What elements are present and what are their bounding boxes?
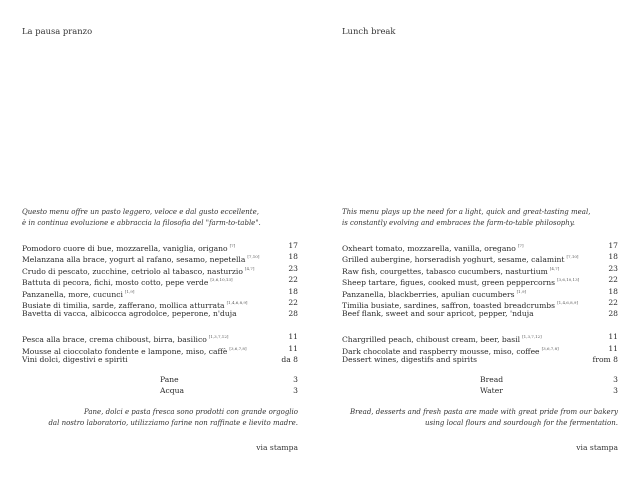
side-items — [480, 374, 618, 397]
menu-item — [22, 286, 298, 297]
allergen-refs: [3,6,10,13] — [210, 277, 233, 283]
intro-text — [22, 207, 302, 229]
intro-line: è in continua evoluzione e abbraccia la filosofia del "farm-to-table". — [22, 219, 261, 227]
allergen-refs: [3,6,7,8] — [229, 345, 247, 351]
side-item — [160, 385, 298, 396]
menu-item — [342, 308, 618, 319]
menu-item — [22, 240, 298, 251]
allergen-refs: [1,4,6,8,9] — [557, 299, 579, 305]
item-price: 18 — [608, 286, 618, 296]
item-name: Beef flank, sweet and sour apricot, pepper, 'nduja — [342, 309, 534, 319]
menu-item — [342, 240, 618, 251]
item-price: 11 — [288, 343, 298, 353]
item-name: Mousse al cioccolato fondente e lampone, miso, caffè — [22, 346, 228, 356]
allergen-refs: [7,10] — [566, 254, 579, 260]
menu-items — [22, 240, 298, 365]
allergen-refs: [1,3,7,12] — [208, 334, 229, 340]
item-price: 18 — [608, 252, 618, 262]
intro-text — [342, 207, 622, 229]
item-name: Oxheart tomato, mozzarella, vanilla, oregano — [342, 244, 516, 253]
item-name: Grilled aubergine, horseradish yoghurt, sesame, calamint — [342, 255, 565, 265]
allergen-refs: [4,7] — [244, 265, 255, 271]
bakery-note — [22, 407, 298, 429]
item-name: Panzanella, more, cucunci — [22, 289, 123, 299]
menu-item — [22, 308, 298, 319]
allergen-refs: [7] — [517, 243, 524, 248]
item-price: 28 — [608, 309, 618, 319]
item-name: Bread — [480, 375, 504, 384]
page-title: Lunch break — [342, 26, 396, 36]
menu-item — [22, 274, 298, 288]
item-price: 11 — [608, 332, 618, 342]
side-item — [480, 374, 618, 385]
item-name: Pomodoro cuore di bue, mozzarella, vaniglia, origano — [22, 244, 228, 253]
item-price: 22 — [288, 275, 298, 285]
allergen-refs: [1,9] — [124, 288, 135, 294]
item-price: da 8 — [281, 354, 298, 364]
note-line: dal nostro laboratorio, utilizziamo farine non raffinate e lievito madre. — [48, 419, 298, 427]
item-name: Raw fish, courgettes, tabasco cucumbers, nasturtium — [342, 266, 548, 276]
dessert-item — [22, 343, 298, 354]
item-price: 11 — [288, 332, 298, 342]
intro-line: is constantly evolving and embraces the farm-to-table philosophy. — [342, 219, 576, 227]
item-price: 17 — [288, 241, 298, 250]
item-name: Dessert wines, digestifs and spirits — [342, 354, 478, 364]
item-name: Pane — [160, 375, 179, 384]
note-line: Pane, dolci e pasta fresca sono prodotti con grande orgoglio — [83, 408, 298, 416]
allergen-refs: [1,4,6,8,9] — [226, 299, 248, 305]
allergen-refs: [7,10] — [247, 254, 260, 260]
address: via stampa — [256, 443, 298, 452]
item-name: Melanzana alla brace, yogurt al rafano, sesamo, nepetella — [22, 255, 246, 265]
menu-items — [342, 240, 618, 365]
item-name: Panzanella, blackberries, apulian cucumbers — [342, 289, 515, 299]
item-name: Bavetta di vacca, albicocca agrodolce, peperone, n'duja — [22, 309, 237, 319]
menu-item — [22, 263, 298, 274]
allergen-refs: [1,9] — [516, 288, 527, 294]
dessert-item — [342, 343, 618, 354]
item-name: Battuta di pecora, fichi, mosto cotto, pepe verde — [22, 278, 209, 288]
allergen-refs: [1,3,7,12] — [522, 334, 542, 340]
menu-item — [342, 297, 618, 308]
item-name: Pesca alla brace, crema chiboust, birra, basilico — [22, 335, 207, 345]
intro-line: This menu plays up the need for a light, quick and great-tasting meal, — [342, 208, 591, 216]
item-price: 3 — [613, 386, 618, 396]
item-name: Crudo di pescato, zucchine, cetriolo al tabasco, nasturzio — [22, 266, 243, 276]
item-price: 23 — [288, 263, 298, 273]
allergen-refs: [3,6,10,13] — [557, 277, 580, 283]
menu-item — [22, 297, 298, 308]
item-price: 17 — [608, 241, 618, 250]
item-price: 22 — [288, 297, 298, 307]
item-price: 28 — [288, 309, 298, 319]
item-price: 3 — [613, 375, 618, 384]
menu-item — [342, 251, 618, 265]
item-name: Timilia busiate, sardines, saffron, toasted breadcrumbs — [342, 300, 556, 310]
item-name: Acqua — [160, 386, 185, 396]
menu-page-english — [320, 0, 640, 480]
item-name: Dark chocolate and raspberry mousse, miso, coffee — [342, 346, 540, 356]
menu-item — [22, 251, 298, 265]
side-items — [160, 374, 298, 397]
menu-item — [342, 274, 618, 288]
item-price: 18 — [288, 252, 298, 262]
menu-item — [342, 286, 618, 297]
address: via stampa — [576, 443, 618, 452]
allergen-refs: [7] — [229, 243, 236, 248]
note-line: Bread, desserts and fresh pasta are made with great pride from our bakery — [350, 408, 618, 416]
item-price: 22 — [608, 275, 618, 285]
item-name: Chargrilled peach, chiboust cream, beer, basil — [342, 335, 521, 345]
side-item — [160, 374, 298, 385]
menu-item — [342, 263, 618, 274]
item-price: 3 — [293, 375, 298, 384]
item-price: 23 — [608, 263, 618, 273]
intro-line: Questo menu offre un pasto leggero, veloce e dal gusto eccellente, — [22, 208, 259, 216]
page-title: La pausa pranzo — [22, 26, 93, 36]
allergen-refs: [4,7] — [549, 265, 560, 271]
item-name: Vini dolci, digestivi e spiriti — [22, 354, 128, 364]
allergen-refs: [3,6,7,8] — [541, 345, 559, 351]
bakery-note — [342, 407, 618, 429]
item-name: Busiate di timilia, sarde, zafferano, mollica atturrata — [22, 300, 225, 310]
dessert-item — [22, 331, 298, 345]
item-name: Water — [480, 386, 503, 396]
item-name: Sheep tartare, figues, cooked must, green peppercorns — [342, 278, 555, 288]
item-price: 22 — [608, 297, 618, 307]
item-price: 18 — [288, 286, 298, 296]
side-item — [480, 385, 618, 396]
note-line: using local flours and sourdough for the fermentation. — [424, 419, 618, 427]
item-price: from 8 — [592, 354, 618, 364]
item-price: 3 — [293, 386, 298, 396]
dessert-item — [342, 331, 618, 345]
item-price: 11 — [608, 343, 618, 353]
